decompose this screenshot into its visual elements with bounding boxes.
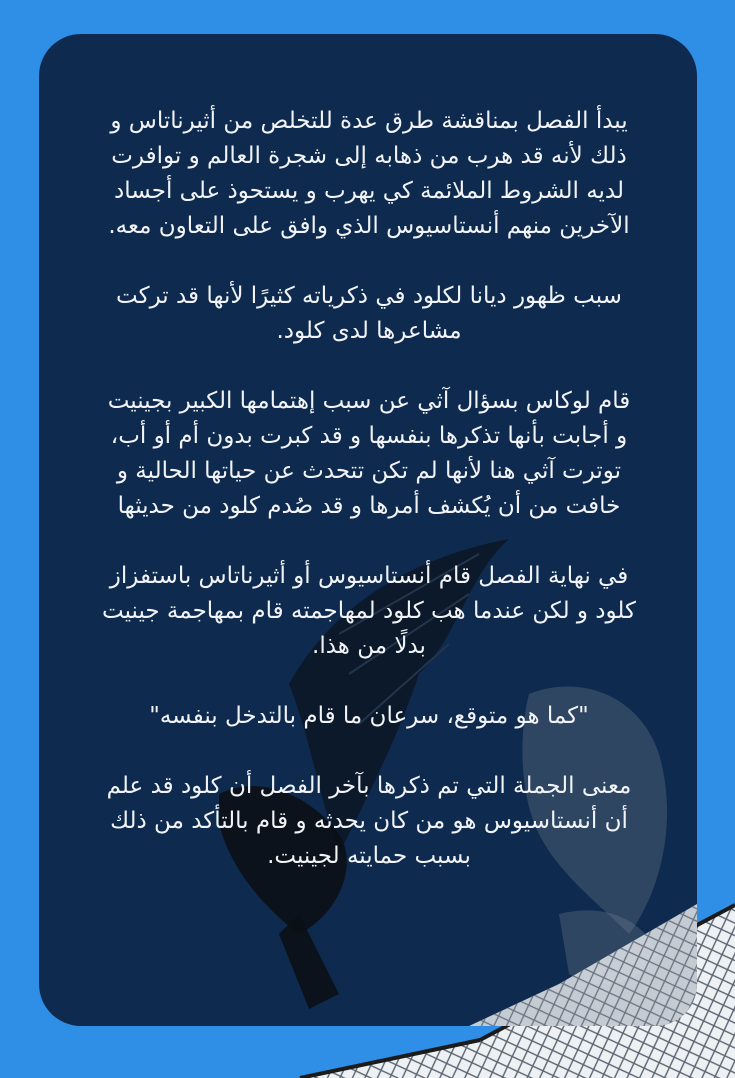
article-text	[99, 104, 639, 874]
paragraph-1: يبدأ الفصل بمناقشة طرق عدة للتخلص من أثيرناتاس و ذلك لأنه قد هرب من ذهابه إلى شجرة العالم و توافرت لديه الشروط الملائمة كي يهرب و يستحوذ على أجساد الآخرين منهم أنستاسيوس الذي وافق على التعاون معه.	[108, 108, 630, 239]
paragraph-5: "كما هو متوقع، سرعان ما قام بالتدخل بنفسه"	[149, 703, 589, 729]
paragraph-2: سبب ظهور ديانا لكلود في ذكرياته كثيرًا لأنها قد تركت مشاعرها لدى كلود.	[116, 283, 622, 344]
paragraph-6: معنى الجملة التي تم ذكرها بآخر الفصل أن كلود قد علم أن أنستاسيوس هو من كان يحدثه و قام بالتأكد من ذلك بسبب حمايته لجينيت.	[106, 773, 632, 869]
paragraph-3: قام لوكاس بسؤال آثي عن سبب إهتمامها الكبير بجينيت و أجابت بأنها تذكرها بنفسها و قد كبرت بدون أم أو أب، توترت آثي هنا لأنها لم تكن تتحدث عن حياتها الحالية و خافت من أن يُكشف أمرها و قد صُدم كلود من حديثها	[107, 388, 631, 519]
text-card	[39, 34, 697, 1026]
paragraph-4: في نهاية الفصل قام أنستاسيوس أو أثيرناتاس باستفزاز كلود و لكن عندما هب كلود لمهاجمته قام بمهاجمة جينيت بدلًا من هذا.	[102, 563, 636, 659]
